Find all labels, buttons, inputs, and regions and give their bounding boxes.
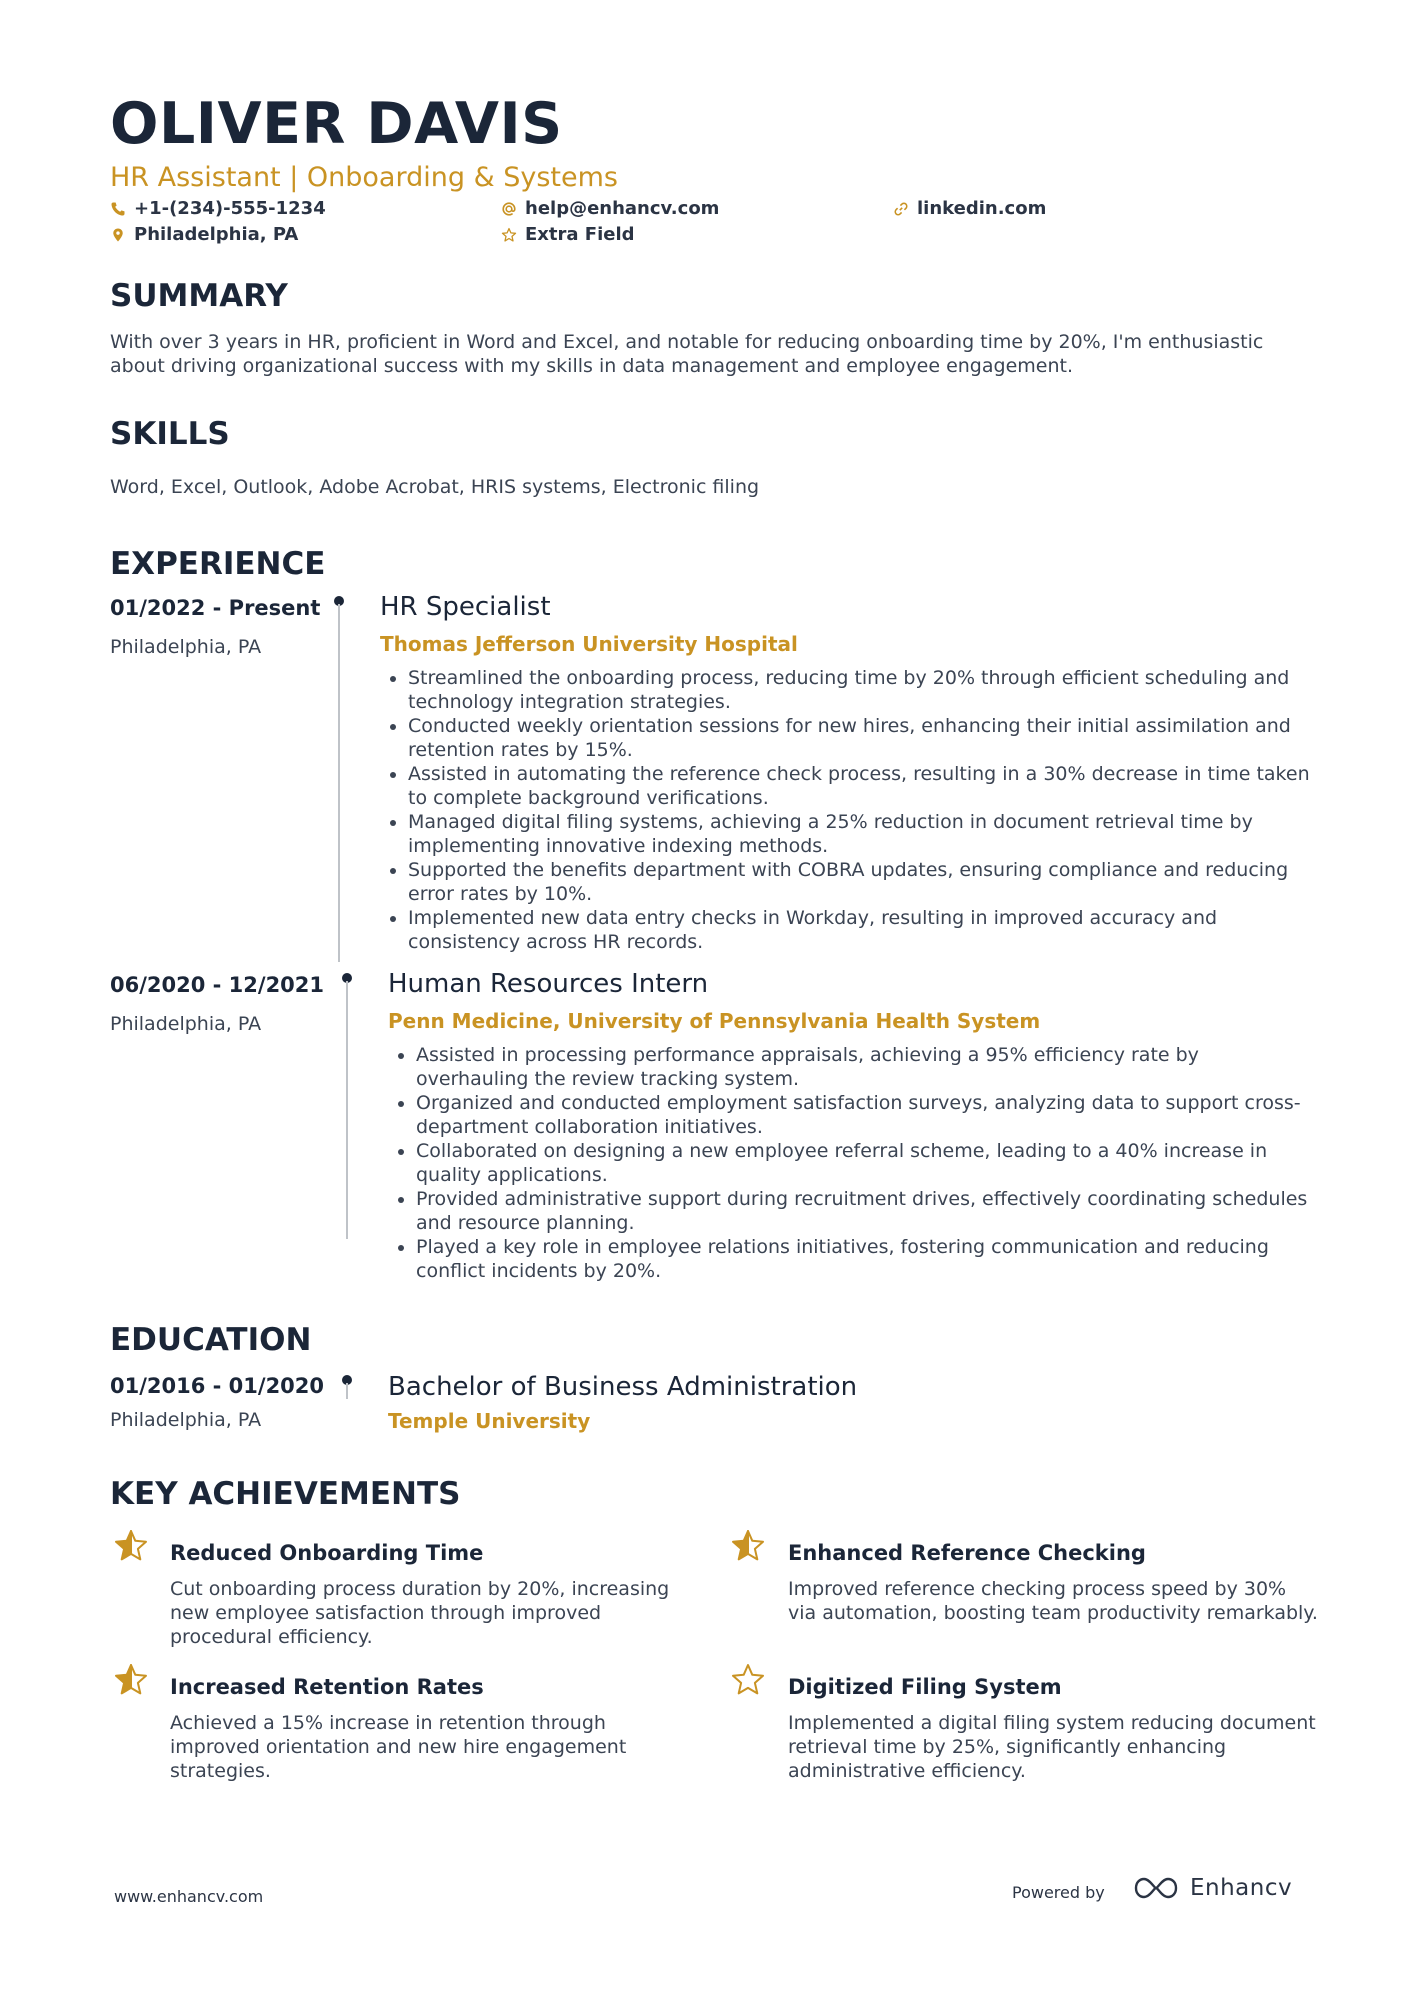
contact-extra-text: Extra Field	[525, 224, 635, 245]
achievement-text: Implemented a digital filing system reducing document retrieval time by 25%, significantly enhancing administrative efficiency.	[788, 1712, 1316, 1782]
skills-title: SKILLS	[110, 416, 230, 452]
achievement-text: Improved reference checking process speed by 30% via automation, boosting team productivity remarkably.	[788, 1578, 1318, 1624]
summary-title: SUMMARY	[110, 278, 288, 314]
location-pin-icon	[110, 227, 126, 243]
achievement-text: Cut onboarding process duration by 20%, increasing new employee satisfaction through improved procedural efficiency.	[170, 1578, 670, 1648]
contact-linkedin-text: linkedin.com	[917, 198, 1047, 219]
contact-linkedin[interactable]	[893, 198, 1046, 220]
bullet-item: Played a key role in employee relations initiatives, fostering communication and reducing conflict incidents by 20%.	[388, 1235, 1310, 1283]
bullet-item: Streamlined the onboarding process, reducing time by 20% through efficient scheduling and technology integration strategies.	[380, 666, 1310, 714]
contact-location-text: Philadelphia, PA	[134, 224, 299, 245]
contact-phone	[110, 198, 326, 220]
bullet-item: Organized and conducted employment satisfaction surveys, analyzing data to support cross-department collaboration initiatives.	[388, 1091, 1310, 1139]
bullet-item: Assisted in processing performance appraisals, achieving a 95% efficiency rate by overhauling the review tracking system.	[388, 1043, 1310, 1091]
bullet-item: Supported the benefits department with COBRA updates, ensuring compliance and reducing error rates by 10%.	[380, 858, 1310, 906]
experience-role: HR Specialist	[380, 592, 551, 622]
achievement-title: Digitized Filing System	[788, 1675, 1062, 1699]
experience-bullets	[380, 666, 1310, 954]
experience-dates: 06/2020 - 12/2021	[110, 973, 325, 997]
experience-role: Human Resources Intern	[388, 969, 709, 999]
bullet-item: Collaborated on designing a new employee referral scheme, leading to a 40% increase in quality applications.	[388, 1139, 1310, 1187]
footer-brand-name: Enhancv	[1190, 1875, 1293, 1901]
education-degree: Bachelor of Business Administration	[388, 1372, 858, 1402]
candidate-headline: HR Assistant | Onboarding & Systems	[110, 162, 618, 193]
star-outline-icon	[730, 1662, 766, 1698]
education-location: Philadelphia, PA	[110, 1409, 262, 1431]
bullet-item: Provided administrative support during recruitment drives, effectively coordinating schedules and resource planning.	[388, 1187, 1310, 1235]
experience-title: EXPERIENCE	[110, 546, 326, 582]
achievements-title: KEY ACHIEVEMENTS	[110, 1476, 461, 1512]
education-title: EDUCATION	[110, 1322, 312, 1358]
bullet-item: Implemented new data entry checks in Workday, resulting in improved accuracy and consistency across HR records.	[380, 906, 1310, 954]
summary-text: With over 3 years in HR, proficient in Word and Excel, and notable for reducing onboarding time by 20%, I'm enthusiastic about driving organizational success with my skills in data management and employee engagement.	[110, 331, 1264, 377]
achievement-text: Achieved a 15% increase in retention through improved orientation and new hire engagement strategies.	[170, 1712, 627, 1782]
enhancv-logo-icon	[1132, 1874, 1180, 1902]
timeline-line	[338, 604, 340, 962]
candidate-name: OLIVER DAVIS	[110, 91, 563, 157]
timeline-line	[346, 1383, 348, 1399]
experience-location: Philadelphia, PA	[110, 636, 262, 658]
achievement-title: Increased Retention Rates	[170, 1675, 484, 1699]
education-school: Temple University	[388, 1409, 591, 1433]
star-half-icon	[730, 1528, 766, 1564]
footer-website[interactable]: www.enhancv.com	[114, 1887, 264, 1906]
link-icon	[893, 201, 909, 217]
star-half-icon	[113, 1662, 149, 1698]
star-half-icon	[113, 1528, 149, 1564]
timeline-line	[346, 981, 348, 1239]
footer-brand-logo[interactable]	[1132, 1874, 1292, 1902]
contact-phone-text: +1-(234)-555-1234	[134, 198, 326, 219]
experience-dates: 01/2022 - Present	[110, 596, 321, 620]
bullet-item: Managed digital filing systems, achieving a 25% reduction in document retrieval time by implementing innovative indexing methods.	[380, 810, 1310, 858]
achievement-title: Enhanced Reference Checking	[788, 1541, 1146, 1565]
skills-text: Word, Excel, Outlook, Adobe Acrobat, HRIS systems, Electronic filing	[110, 476, 760, 498]
star-outline-icon	[501, 227, 517, 243]
contact-email[interactable]	[501, 198, 719, 220]
footer-powered-by: Powered by	[1012, 1883, 1105, 1902]
contact-email-text: help@enhancv.com	[525, 198, 720, 219]
experience-location: Philadelphia, PA	[110, 1013, 262, 1035]
experience-bullets	[388, 1043, 1310, 1283]
phone-icon	[110, 201, 126, 217]
bullet-item: Conducted weekly orientation sessions for new hires, enhancing their initial assimilation and retention rates by 15%.	[380, 714, 1310, 762]
at-icon	[501, 201, 517, 217]
education-dates: 01/2016 - 01/2020	[110, 1374, 325, 1398]
bullet-item: Assisted in automating the reference check process, resulting in a 30% decrease in time taken to complete background verifications.	[380, 762, 1310, 810]
experience-company: Thomas Jefferson University Hospital	[380, 632, 798, 656]
achievement-title: Reduced Onboarding Time	[170, 1541, 484, 1565]
contact-location	[110, 224, 298, 246]
experience-company: Penn Medicine, University of Pennsylvania Health System	[388, 1009, 1041, 1033]
contact-extra	[501, 224, 635, 246]
